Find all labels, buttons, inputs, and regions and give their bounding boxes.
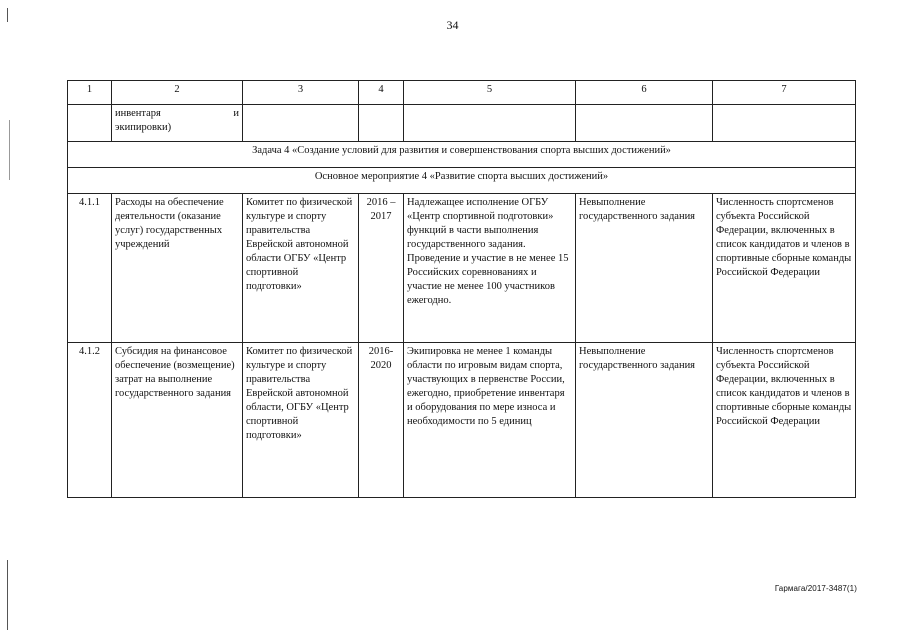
activity-name: Расходы на обеспечение деятельности (оказание услуг) государственных учреждений — [112, 194, 243, 343]
expected-result: Надлежащее исполнение ОГБУ «Центр спортивной подготовки» функций в части выполнения государственного задания. Проведение и участие в не менее 15 Российских соревнованиях и участие не менее 100 участников ежегодно. — [404, 194, 576, 343]
activity-name: Субсидия на финансовое обеспечение (возмещение) затрат на выполнение государственного задания — [112, 343, 243, 498]
expected-result: Экипировка не менее 1 команды области по игровым видам спорта, участвующих в первенстве России, ежегодно, приобретение инвентаря и оборудования по мере износа и необходимости по 5 единиц — [404, 343, 576, 498]
table-cell — [359, 105, 404, 142]
document-stamp: Гармага/2017-3487(1) — [774, 584, 857, 593]
executor: Комитет по физической культуре и спорту правительства Еврейской автономной области ОГБУ «Центр спортивной подготовки» — [243, 194, 359, 343]
column-header: 5 — [404, 81, 576, 105]
column-header-row — [68, 81, 856, 105]
non-implementation-consequences: Невыполнение государственного задания — [576, 343, 713, 498]
task-title: Задача 4 «Создание условий для развития и совершенствования спорта высших достижений» — [68, 142, 856, 168]
continuation-text: и — [233, 108, 239, 119]
table-cell — [68, 105, 112, 142]
table-row — [68, 194, 856, 343]
margin-mark-top — [7, 8, 8, 22]
executor: Комитет по физической культуре и спорту правительства Еврейской автономной области, ОГБУ «Центр спортивной подготовки» — [243, 343, 359, 498]
table-cell — [404, 105, 576, 142]
table-cell — [576, 105, 713, 142]
margin-mark-left — [9, 120, 10, 180]
column-header: 2 — [112, 81, 243, 105]
measure-title: Основное мероприятие 4 «Развитие спорта высших достижений» — [68, 168, 856, 194]
table-cell — [713, 105, 856, 142]
continuation-text: экипировки) — [115, 122, 172, 133]
target-indicator: Численность спортсменов субъекта Российской Федерации, включенных в список кандидатов и членов в спортивные сборные команды Российской Федерации — [713, 343, 856, 498]
table-cell — [243, 105, 359, 142]
row-number: 4.1.1 — [68, 194, 112, 343]
column-header: 3 — [243, 81, 359, 105]
column-header: 1 — [68, 81, 112, 105]
margin-mark-bottom — [7, 560, 8, 630]
column-header: 4 — [359, 81, 404, 105]
implementation-years: 2016-2020 — [359, 343, 404, 498]
row-number: 4.1.2 — [68, 343, 112, 498]
task-row — [68, 142, 856, 168]
continuation-name-cell — [112, 105, 243, 142]
continuation-text: инвентаря — [115, 108, 161, 119]
table-row — [68, 343, 856, 498]
implementation-years: 2016 – 2017 — [359, 194, 404, 343]
non-implementation-consequences: Невыполнение государственного задания — [576, 194, 713, 343]
program-table — [67, 80, 856, 498]
target-indicator: Численность спортсменов субъекта Российской Федерации, включенных в список кандидатов и членов в спортивные сборные команды Российской Федерации — [713, 194, 856, 343]
column-header: 7 — [713, 81, 856, 105]
continuation-row — [68, 105, 856, 142]
measure-row — [68, 168, 856, 194]
page-number: 34 — [446, 18, 459, 32]
column-header: 6 — [576, 81, 713, 105]
